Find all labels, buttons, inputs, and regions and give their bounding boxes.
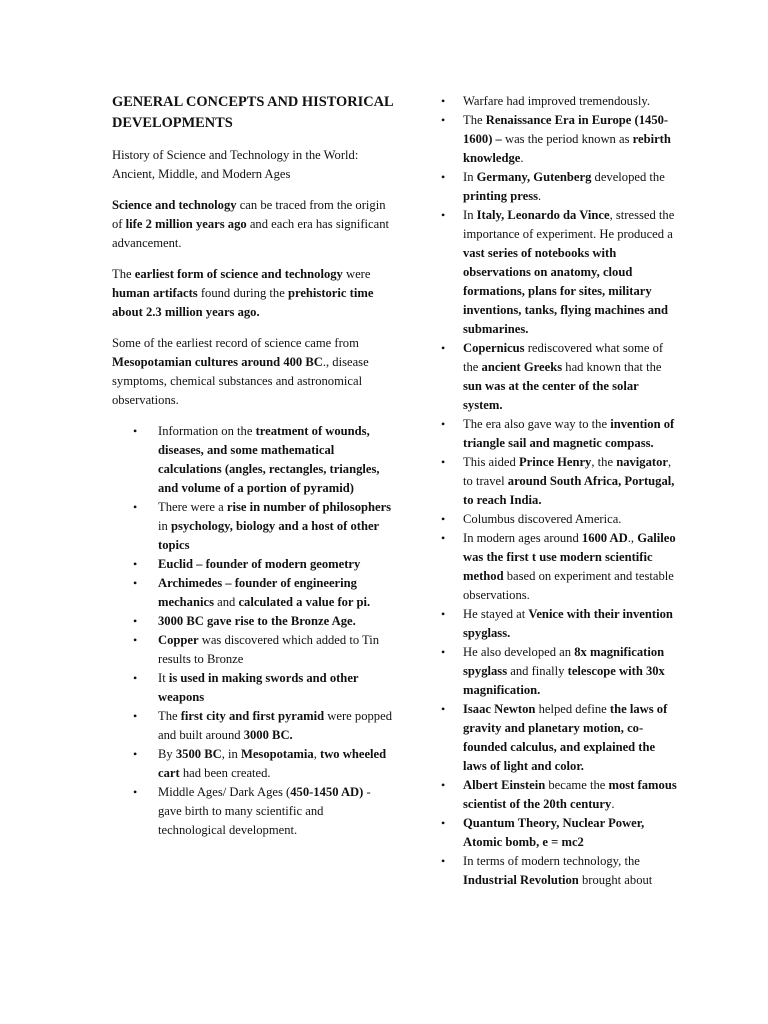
- text: ., disease symptoms, chemical substances and astronomical observations.: [112, 355, 369, 407]
- bullet-icon: •: [133, 747, 138, 761]
- bold-text: Galileo was the first t use modern scientific method: [463, 531, 676, 583]
- text: .: [611, 797, 615, 811]
- text: In terms of modern technology, the: [463, 854, 640, 868]
- bullet-icon: •: [441, 455, 446, 469]
- text: - gave birth to many scientific and technological development.: [158, 785, 371, 837]
- bold-text: life 2 million years ago: [125, 217, 247, 231]
- paragraph: [112, 265, 394, 322]
- list-item: [441, 206, 681, 339]
- list-item: [441, 852, 681, 890]
- list-item: [441, 111, 681, 168]
- paragraph: [112, 334, 394, 410]
- text: , stressed the importance of experiment. He produced a: [463, 208, 675, 241]
- bold-text: Prince Henry: [518, 455, 592, 469]
- bullet-icon: •: [441, 702, 446, 716]
- bullet-icon: •: [441, 645, 446, 659]
- list-item: [441, 168, 681, 206]
- list-item: [112, 574, 394, 612]
- right-bullet-list: [441, 92, 681, 890]
- bullet-icon: •: [133, 633, 138, 647]
- bold-text: rebirth knowledge: [463, 132, 671, 165]
- list-item: [441, 92, 681, 111]
- list-item: [112, 745, 394, 783]
- bold-text: 450-1450 AD): [290, 785, 364, 799]
- bold-text: Germany, Gutenberg: [476, 170, 592, 184]
- text: , in: [221, 747, 241, 761]
- bold-text: Venice with their invention spyglass.: [463, 607, 673, 640]
- bold-text: rise in number of philosophers: [226, 500, 392, 514]
- bold-text: Renaissance Era in Europe (1450- 1600) –: [463, 113, 669, 146]
- text: .: [520, 151, 524, 165]
- list-item: [441, 415, 681, 453]
- text: developed the: [591, 170, 665, 184]
- bullet-icon: •: [441, 816, 446, 830]
- text: were: [342, 267, 371, 281]
- list-item: [441, 605, 681, 643]
- bold-text: vast series of notebooks with observations on anatomy, cloud formations, plans for sites, military inventions, tanks, flying machines and submarines.: [463, 246, 669, 336]
- left-paragraphs: [112, 146, 394, 410]
- text: History of Science and Technology in the World: Ancient, Middle, and Modern Ages: [112, 148, 359, 181]
- text: in: [158, 519, 171, 533]
- left-column: [112, 92, 394, 840]
- text: It: [158, 671, 169, 685]
- text: was the period known as: [501, 132, 633, 146]
- text: Warfare had improved tremendously.: [463, 94, 651, 108]
- bold-text: prehistoric time about 2.3 million years ago.: [112, 286, 374, 319]
- text: The: [463, 113, 486, 127]
- bullet-icon: •: [133, 500, 138, 514]
- text: ,: [313, 747, 321, 761]
- bold-text: human artifacts: [112, 286, 198, 300]
- bullet-icon: •: [441, 170, 446, 184]
- paragraph: [112, 146, 394, 184]
- text: brought about: [578, 873, 653, 887]
- text: helped define: [535, 702, 610, 716]
- text: based on experiment and testable observations.: [463, 569, 674, 602]
- bold-text: Mesopotamia: [240, 747, 314, 761]
- bullet-icon: •: [441, 854, 446, 868]
- bullet-icon: •: [441, 512, 446, 526]
- bullet-icon: •: [133, 424, 138, 438]
- text: There were a: [158, 500, 227, 514]
- list-item: [112, 669, 394, 707]
- bold-text: 1600 AD: [581, 531, 628, 545]
- bold-text: Albert Einstein: [463, 778, 546, 792]
- bullet-icon: •: [133, 671, 138, 685]
- right-column: [441, 92, 681, 890]
- bullet-icon: •: [133, 557, 138, 571]
- list-item: [441, 529, 681, 605]
- text: , the: [591, 455, 617, 469]
- text: had been created.: [179, 766, 271, 780]
- list-item: [112, 783, 394, 840]
- bold-text: is used in making swords and other weapons: [158, 671, 359, 704]
- page-title: GENERAL CONCEPTS AND HISTORICAL DEVELOPMENTS: [112, 94, 393, 131]
- bullet-icon: •: [441, 341, 446, 355]
- text: He stayed at: [463, 607, 529, 621]
- text: and each era has significant advancement.: [112, 217, 389, 250]
- bold-text: sun was at the center of the solar system.: [463, 379, 639, 412]
- text: This aided: [463, 455, 519, 469]
- bold-text: Science and technology: [112, 198, 237, 212]
- bold-text: Isaac Newton: [463, 702, 536, 716]
- list-item: [112, 631, 394, 669]
- bold-text: earliest form of science and technology: [134, 267, 343, 281]
- text: By: [158, 747, 176, 761]
- text: Some of the earliest record of science came from: [112, 336, 359, 350]
- text: can be traced from the origin of: [112, 198, 386, 231]
- bold-text: Industrial Revolution: [463, 873, 579, 887]
- bold-text: 3000 BC gave rise to the Bronze Age.: [158, 614, 356, 628]
- bullet-icon: •: [133, 576, 138, 590]
- text: Information on the: [158, 424, 256, 438]
- bold-text: invention of triangle sail and magnetic compass.: [463, 417, 675, 450]
- bold-text: Archimedes – founder of engineering mechanics: [158, 576, 357, 609]
- list-item: [441, 643, 681, 700]
- text: He also developed an: [463, 645, 575, 659]
- bold-text: navigator: [616, 455, 668, 469]
- text: The era also gave way to the: [463, 417, 611, 431]
- bold-text: Euclid – founder of modern geometry: [158, 557, 361, 571]
- text: Middle Ages/ Dark Ages (: [158, 785, 291, 799]
- list-item: [441, 814, 681, 852]
- list-item: [441, 339, 681, 415]
- text: became the: [545, 778, 609, 792]
- bold-text: Copernicus: [463, 341, 525, 355]
- bold-text: Italy, Leonardo da Vince: [476, 208, 610, 222]
- text: In modern ages around: [463, 531, 582, 545]
- text: , to travel: [463, 455, 672, 488]
- list-item: [112, 422, 394, 498]
- text: The: [158, 709, 181, 723]
- text: and: [213, 595, 239, 609]
- text: .: [538, 189, 542, 203]
- bullet-icon: •: [441, 607, 446, 621]
- bold-text: ancient Greeks: [481, 360, 563, 374]
- bold-text: the laws of gravity and planetary motion, co-founded calculus, and explained the laws of light and color.: [463, 702, 668, 773]
- text: was discovered which added to Tin results to Bronze: [158, 633, 380, 666]
- bold-text: calculated a value for pi.: [238, 595, 371, 609]
- list-item: [112, 555, 394, 574]
- bold-text: two wheeled cart: [158, 747, 387, 780]
- bullet-icon: •: [441, 208, 446, 222]
- bold-text: Mesopotamian cultures around 400 BC: [112, 355, 323, 369]
- text: .,: [627, 531, 638, 545]
- paragraph: [112, 196, 394, 253]
- bold-text: 3500 BC: [175, 747, 222, 761]
- list-item: [441, 453, 681, 510]
- bullet-icon: •: [441, 531, 446, 545]
- text: rediscovered what some of the: [463, 341, 664, 374]
- list-item: [112, 707, 394, 745]
- bullet-icon: •: [441, 417, 446, 431]
- bold-text: first city and first pyramid: [180, 709, 325, 723]
- text: Columbus discovered America.: [463, 512, 622, 526]
- bullet-icon: •: [441, 94, 446, 108]
- bold-text: telescope with 30x magnification.: [463, 664, 665, 697]
- bold-text: psychology, biology and a host of other topics: [158, 519, 379, 552]
- bold-text: around South Africa, Portugal, to reach India.: [463, 474, 675, 507]
- text: In: [463, 170, 477, 184]
- text: found during the: [197, 286, 288, 300]
- text: and finally: [507, 664, 568, 678]
- bold-text: 3000 BC.: [243, 728, 293, 742]
- bullet-icon: •: [133, 785, 138, 799]
- bold-text: most famous scientist of the 20th century: [463, 778, 677, 811]
- bold-text: Quantum Theory, Nuclear Power, Atomic bomb, e = mc2: [463, 816, 645, 849]
- list-item: [112, 612, 394, 631]
- list-item: [441, 510, 681, 529]
- left-bullet-list: [112, 422, 394, 840]
- bullet-icon: •: [441, 113, 446, 127]
- text: were popped and built around: [158, 709, 392, 742]
- bullet-icon: •: [133, 709, 138, 723]
- list-item: [112, 498, 394, 555]
- list-item: [441, 700, 681, 776]
- text: had known that the: [562, 360, 662, 374]
- bullet-icon: •: [441, 778, 446, 792]
- bold-text: printing press: [463, 189, 538, 203]
- list-item: [441, 776, 681, 814]
- bold-text: 8x magnification spyglass: [463, 645, 665, 678]
- bold-text: treatment of wounds, diseases, and some mathematical calculations (angles, rectangles, triangles, and volume of a portion of pyramid): [158, 424, 380, 495]
- text: In: [463, 208, 477, 222]
- bold-text: Copper: [158, 633, 199, 647]
- bullet-icon: •: [133, 614, 138, 628]
- text: The: [112, 267, 135, 281]
